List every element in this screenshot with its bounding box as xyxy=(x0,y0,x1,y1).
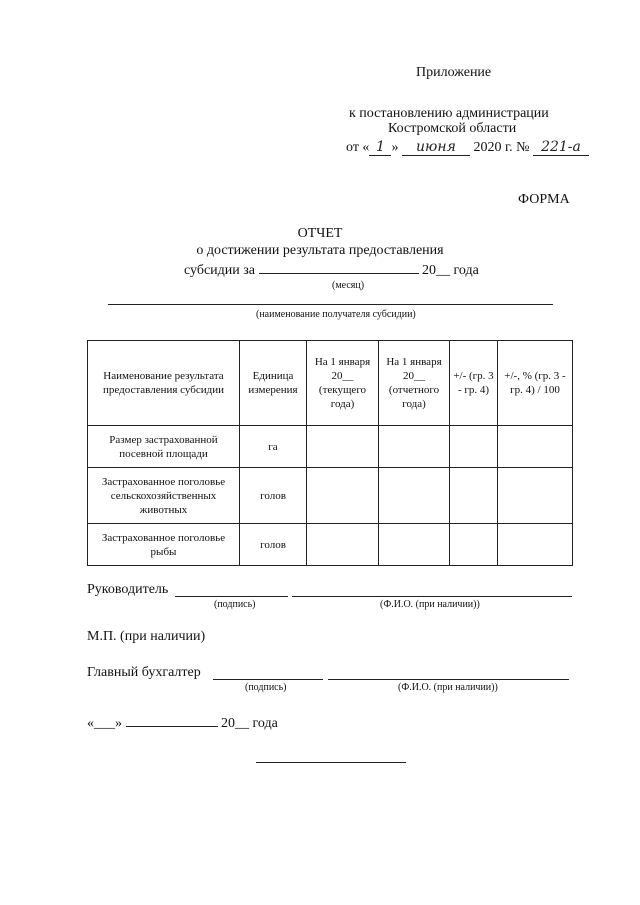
table-row xyxy=(88,524,573,566)
date-month-blank xyxy=(126,714,218,727)
header-reporting-year: На 1 января 20__ (отчетного года) xyxy=(379,341,450,426)
head-signature-line xyxy=(175,596,288,597)
report-subtitle: о достижении результата предоставления xyxy=(196,243,444,258)
recipient-caption: (наименование получателя субсидии) xyxy=(256,309,416,320)
accountant-signature-line xyxy=(213,679,323,680)
date-year-label: 20__ года xyxy=(221,716,278,731)
accountant-label: Главный бухгалтер xyxy=(87,665,201,680)
month-caption: (месяц) xyxy=(332,280,365,291)
row-cell xyxy=(450,524,498,566)
date-prefix: от « xyxy=(346,140,370,155)
row-cell xyxy=(307,468,379,524)
row-cell xyxy=(307,426,379,468)
row-cell xyxy=(450,426,498,468)
date-line xyxy=(346,139,589,156)
doc-number-handwritten: 221-а xyxy=(533,139,589,156)
region-line: Костромской области xyxy=(388,121,517,136)
row-unit: голов xyxy=(240,524,307,566)
header-current-year: На 1 января 20__ (текущего года) xyxy=(307,341,379,426)
row-cell xyxy=(379,426,450,468)
row-result-name: Застрахованное поголовье рыбы xyxy=(88,524,240,566)
accountant-fio-caption: (Ф.И.О. (при наличии)) xyxy=(398,682,498,693)
row-cell xyxy=(498,524,573,566)
subsidy-prefix: субсидии за xyxy=(184,263,256,278)
row-cell xyxy=(498,468,573,524)
year-text: 20__ года xyxy=(422,263,479,278)
recipient-line xyxy=(108,304,553,305)
date-year-text: 2020 г. № xyxy=(473,140,530,155)
row-cell xyxy=(379,524,450,566)
row-unit: га xyxy=(240,426,307,468)
row-cell xyxy=(498,426,573,468)
subsidy-period-line xyxy=(184,261,479,279)
header-difference: +/- (гр. 3 - гр. 4) xyxy=(450,341,498,426)
report-title: ОТЧЕТ xyxy=(297,226,343,241)
form-label: ФОРМА xyxy=(518,192,570,207)
date-day-handwritten: 1 xyxy=(369,139,391,156)
head-label: Руководитель xyxy=(87,582,169,597)
date-day-blank: «___» xyxy=(87,716,122,731)
date-mid: » xyxy=(391,140,399,155)
header-difference-percent: +/-, % (гр. 3 - гр. 4) / 100 xyxy=(498,341,573,426)
accountant-sign-caption: (подпись) xyxy=(245,682,287,693)
head-fio-line xyxy=(292,596,572,597)
head-sign-caption: (подпись) xyxy=(214,599,256,610)
row-cell xyxy=(379,468,450,524)
row-result-name: Размер застрахованной посевной площади xyxy=(88,426,240,468)
report-table xyxy=(87,340,573,566)
row-result-name: Застрахованное поголовье сельскохозяйственных животных xyxy=(88,468,240,524)
table-header-row xyxy=(88,341,573,426)
header-result-name: Наименование результата предоставления субсидии xyxy=(88,341,240,426)
month-blank xyxy=(259,261,419,274)
row-cell xyxy=(450,468,498,524)
resolution-line: к постановлению администрации xyxy=(349,106,549,121)
stamp-label: М.П. (при наличии) xyxy=(87,629,206,644)
row-cell xyxy=(307,524,379,566)
date-signature-line xyxy=(87,714,278,732)
accountant-fio-line xyxy=(328,679,569,680)
head-fio-caption: (Ф.И.О. (при наличии)) xyxy=(380,599,480,610)
appendix-label: Приложение xyxy=(416,65,492,80)
bottom-rule xyxy=(256,762,406,763)
header-unit: Единица измерения xyxy=(240,341,307,426)
table-row xyxy=(88,426,573,468)
date-month-handwritten: июня xyxy=(402,139,470,156)
table-row xyxy=(88,468,573,524)
row-unit: голов xyxy=(240,468,307,524)
